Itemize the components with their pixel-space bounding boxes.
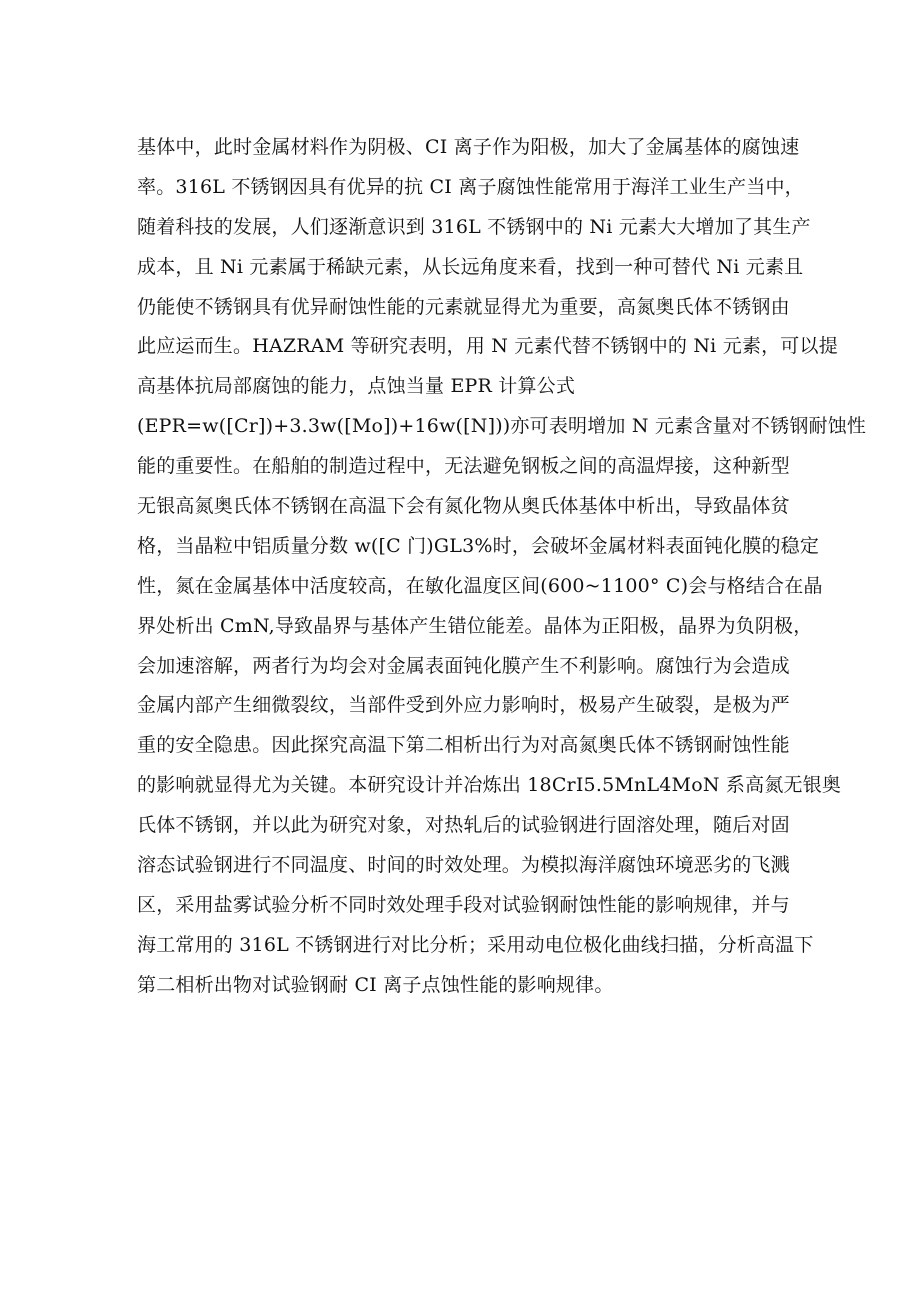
text-line: 随着科技的发展，人们逐渐意识到 316L 不锈钢中的 Ni 元素大大增加了其生产	[137, 215, 811, 238]
text-line: 此应运而生。HAZRAM 等研究表明，用 N 元素代替不锈钢中的 Ni 元素，可以提	[137, 335, 838, 358]
text-line: 溶态试验钢进行不同温度、时间的时效处理。为模拟海洋腐蚀环境恶劣的飞溅	[137, 854, 790, 877]
text-line: 基体中，此时金属材料作为阴极、CI 离子作为阳极，加大了金属基体的腐蚀速	[137, 136, 800, 158]
text-line: 仍能使不锈钢具有优异耐蚀性能的元素就显得尤为重要，高氮奥氏体不锈钢由	[137, 295, 790, 318]
text-line: (EPR=w([Cr])+3.3w([Mo])+16w([N]))亦可表明增加 N 元素含量对不锈钢耐蚀性	[137, 415, 867, 438]
text-line: 能的重要性。在船舶的制造过程中，无法避免钢板之间的高温焊接，这种新型	[137, 455, 790, 478]
text-line: 性，氮在金属基体中活度较高，在敏化温度区间(600~1100° C)会与格结合在晶	[137, 574, 823, 597]
text-line: 高基体抗局部腐蚀的能力，点蚀当量 EPR 计算公式	[137, 375, 576, 398]
text-line: 格，当晶粒中铝质量分数 w([C 门)GL3%时，会破坏金属材料表面钝化膜的稳定	[137, 534, 820, 557]
text-line: 无银高氮奥氏体不锈钢在高温下会有氮化物从奥氏体基体中析出，导致晶体贫	[137, 495, 790, 518]
text-line: 氏体不锈钢，并以此为研究对象，对热轧后的试验钢进行固溶处理，随后对固	[137, 814, 790, 837]
text-line: 第二相析出物对试验钢耐 CI 离子点蚀性能的影响规律。	[137, 973, 614, 996]
body-paragraph	[137, 128, 867, 1006]
text-line: 海工常用的 316L 不锈钢进行对比分析；采用动电位极化曲线扫描，分析高温下	[137, 933, 814, 956]
text-line: 金属内部产生细微裂纹，当部件受到外应力影响时，极易产生破裂，是极为严	[137, 694, 790, 717]
text-line: 重的安全隐患。因此探究高温下第二相析出行为对高氮奥氏体不锈钢耐蚀性能	[137, 734, 790, 757]
text-line: 成本，且 Ni 元素属于稀缺元素，从长远角度来看，找到一种可替代 Ni 元素且	[137, 255, 804, 278]
text-line: 会加速溶解，两者行为均会对金属表面钝化膜产生不利影响。腐蚀行为会造成	[137, 654, 790, 677]
text-line: 界处析出 CmN,导致晶界与基体产生错位能差。晶体为正阳极，晶界为负阴极，	[137, 614, 813, 637]
text-line: 的影响就显得尤为关键。本研究设计并冶炼出 18CrI5.5MnL4MoN 系高氮无银奥	[137, 774, 842, 797]
text-line: 率。316L 不锈钢因具有优异的抗 CI 离子腐蚀性能常用于海洋工业生产当中，	[137, 175, 804, 198]
text-line: 区，采用盐雾试验分析不同时效处理手段对试验钢耐蚀性能的影响规律，并与	[137, 893, 790, 916]
